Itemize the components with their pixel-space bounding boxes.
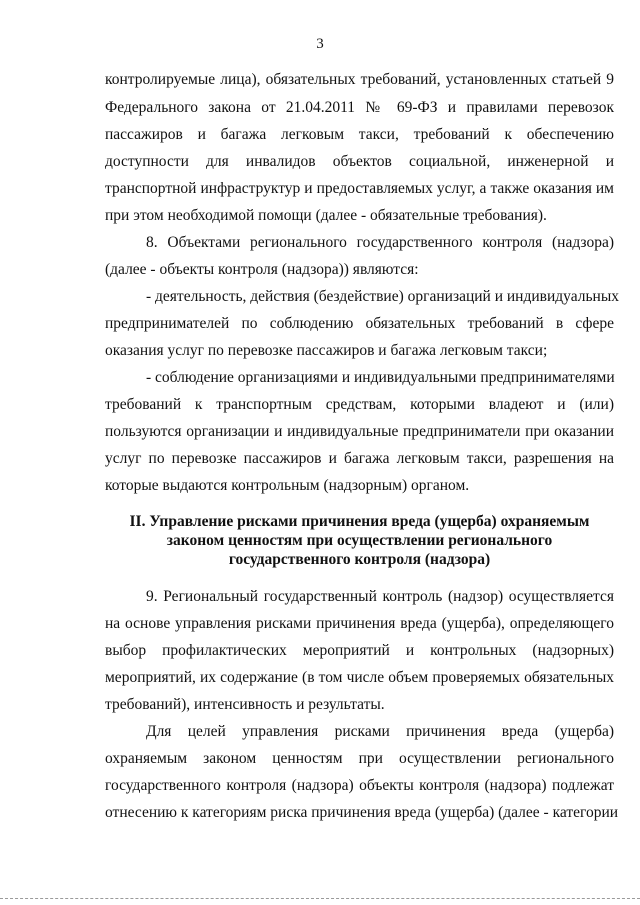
section-heading-line: законом ценностям при осуществлении регионального xyxy=(166,532,553,549)
text-line: мероприятий, их содержание (в том числе объем проверяемых обязательных xyxy=(105,669,614,686)
text-line: услуг по перевозке пассажиров и багажа легковым такси, разрешения на xyxy=(105,450,614,467)
text-line: требований), интенсивность и результаты. xyxy=(105,696,385,713)
text-line: требований к транспортным средствам, которыми владеют и (или) xyxy=(105,396,614,413)
page-number: 3 xyxy=(316,36,324,52)
text-line: на основе управления рисками причинения вреда (ущерба), определяющего xyxy=(105,615,614,632)
text-line: пассажиров и багажа легковым такси, требований к обеспечению xyxy=(105,126,614,143)
text-line: транспортной инфраструктур и предоставляемых услуг, а также оказания им xyxy=(105,180,614,197)
text-line: - деятельность, действия (бездействие) организаций и индивидуальных xyxy=(146,288,619,305)
text-line: государственного контроля (надзора) объекты контроля (надзора) подлежат xyxy=(105,777,614,794)
text-line: контролируемые лица), обязательных требований, установленных статьей 9 xyxy=(105,71,614,88)
text-line: предпринимателей по соблюдению обязательных требований в сфере xyxy=(105,315,614,332)
text-line: выбор профилактических мероприятий и контрольных (надзорных) xyxy=(105,642,614,659)
text-line: при этом необходимой помощи (далее - обязательные требования). xyxy=(105,207,547,224)
bottom-divider xyxy=(0,898,640,899)
text-line: 9. Региональный государственный контроль (надзор) осуществляется xyxy=(146,588,614,605)
text-line: пользуются организации и индивидуальные предприниматели при оказании xyxy=(105,423,614,440)
text-line: (далее - объекты контроля (надзора)) являются: xyxy=(105,261,419,278)
text-line: охраняемым законом ценностям при осуществлении регионального xyxy=(105,750,614,767)
text-line: которые выдаются контрольным (надзорным) органом. xyxy=(105,477,470,494)
text-line: оказания услуг по перевозке пассажиров и багажа легковым такси; xyxy=(105,342,548,359)
section-heading-line: II. Управление рисками причинения вреда (ущерба) охраняемым xyxy=(129,513,590,530)
section-heading-line: государственного контроля (надзора) xyxy=(228,551,491,568)
text-line: отнесению к категориям риска причинения вреда (ущерба) (далее - категории xyxy=(105,804,619,821)
text-line: Федерального закона от 21.04.2011 № 69-ФЗ и правилами перевозок xyxy=(105,99,614,116)
text-line: Для целей управления рисками причинения вреда (ущерба) xyxy=(146,723,614,740)
text-line: 8. Объектами регионального государственного контроля (надзора) xyxy=(146,234,614,251)
text-line: доступности для инвалидов объектов социальной, инженерной и xyxy=(105,153,614,170)
text-line: - соблюдение организациями и индивидуальными предпринимателями xyxy=(146,369,615,386)
